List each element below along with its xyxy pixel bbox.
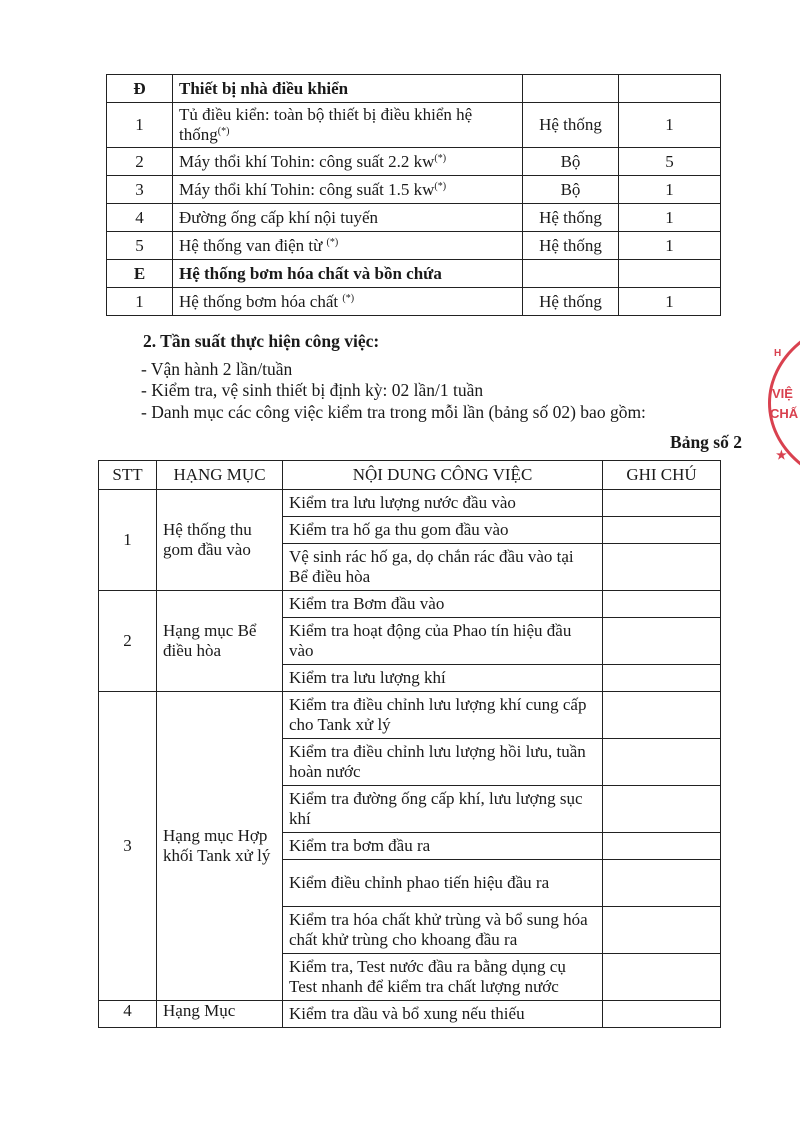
content-text: Máy thổi khí Tohin: công suất 1.5 kw (179, 179, 435, 199)
bullet-item: - Vận hành 2 lần/tuần (141, 359, 293, 379)
footnote-mark: (*) (342, 292, 355, 304)
stamp-ring (768, 318, 800, 488)
content-cell (173, 288, 523, 316)
stamp-text: CHẤ (770, 406, 799, 421)
footnote-mark: (*) (326, 236, 339, 248)
content-cell (173, 176, 523, 204)
note-cell (603, 786, 721, 833)
unit-cell: Bộ (523, 148, 619, 176)
stt-cell: 2 (99, 591, 157, 692)
table-caption: Bảng số 2 (670, 432, 742, 452)
note-cell (603, 833, 721, 860)
qty-cell (619, 260, 721, 288)
table-row (99, 1001, 721, 1028)
task-cell: Kiểm tra hố ga thu gom đầu vào (283, 517, 603, 544)
note-cell (603, 907, 721, 954)
content-text: Thiết bị nhà điều khiển (179, 78, 349, 98)
content-text: Hệ thống bơm hóa chất (179, 291, 343, 311)
content-text: Máy thổi khí Tohin: công suất 2.2 kw (179, 151, 435, 171)
header-content: NỘI DUNG CÔNG VIỆC (283, 461, 603, 490)
section-heading: 2. Tần suất thực hiện công việc: (143, 331, 380, 351)
section-row (107, 260, 721, 288)
stt-cell: E (107, 260, 173, 288)
unit-cell (523, 75, 619, 103)
task-cell: Kiểm tra bơm đầu ra (283, 833, 603, 860)
stt-cell: 4 (107, 204, 173, 232)
unit-cell: Hệ thống (523, 288, 619, 316)
task-cell: Kiểm tra lưu lượng khí (283, 665, 603, 692)
unit-cell (523, 260, 619, 288)
qty-cell: 1 (619, 204, 721, 232)
content-cell (173, 232, 523, 260)
task-cell: Kiểm tra Bơm đầu vào (283, 591, 603, 618)
content-text: Đường ống cấp khí nội tuyến (179, 207, 379, 227)
table-row (99, 692, 721, 739)
note-cell (603, 665, 721, 692)
category-cell: Hệ thống thu gom đầu vào (157, 490, 283, 591)
stt-cell: 1 (107, 288, 173, 316)
content-cell (173, 260, 523, 288)
task-cell: Kiểm tra lưu lượng nước đầu vào (283, 490, 603, 517)
qty-cell: 1 (619, 176, 721, 204)
equipment-row (107, 232, 721, 260)
header-category: HẠNG MỤC (157, 461, 283, 490)
stt-cell: 2 (107, 148, 173, 176)
table-header-row (99, 461, 721, 490)
task-cell: Kiểm tra, Test nước đầu ra bằng dụng cụ Test nhanh để kiểm tra chất lượng nước (283, 954, 603, 1001)
stt-cell: 4 (99, 1001, 157, 1028)
footnote-mark: (*) (217, 126, 230, 137)
bullet-item: - Danh mục các công việc kiểm tra trong mỗi lần (bảng số 02) bao gồm: (141, 402, 646, 422)
task-cell: Vệ sinh rác hố ga, dọ chắn rác đầu vào tại Bể điều hòa (283, 544, 603, 591)
task-cell: Kiểm tra đường ống cấp khí, lưu lượng sục khí (283, 786, 603, 833)
note-cell (603, 1001, 721, 1028)
note-cell (603, 954, 721, 1001)
task-cell: Kiểm tra hóa chất khử trùng và bổ sung hóa chất khử trùng cho khoang đầu ra (283, 907, 603, 954)
note-cell (603, 591, 721, 618)
equipment-row (107, 103, 721, 148)
qty-cell: 5 (619, 148, 721, 176)
category-cell: Hạng mục Bể điều hòa (157, 591, 283, 692)
stt-cell: 3 (99, 692, 157, 1001)
category-cell: Hạng Mục (157, 1001, 283, 1028)
footnote-mark: (*) (434, 180, 447, 192)
note-cell (603, 692, 721, 739)
red-stamp (766, 318, 800, 488)
task-cell: Kiểm tra dầu và bổ xung nếu thiếu (283, 1001, 603, 1028)
equipment-row (107, 176, 721, 204)
note-cell (603, 860, 721, 907)
content-cell (173, 204, 523, 232)
equipment-row (107, 148, 721, 176)
stamp-star: ★ (776, 448, 787, 462)
task-cell: Kiểm điều chỉnh phao tiến hiệu đầu ra (283, 860, 603, 907)
unit-cell: Hệ thống (523, 232, 619, 260)
section-row (107, 75, 721, 103)
task-cell: Kiểm tra điều chỉnh lưu lượng hồi lưu, tuần hoàn nước (283, 739, 603, 786)
qty-cell: 1 (619, 103, 721, 148)
task-table (98, 460, 721, 1028)
note-cell (603, 544, 721, 591)
header-note: GHI CHÚ (603, 461, 721, 490)
table-row (99, 490, 721, 517)
table-row (99, 591, 721, 618)
equipment-row (107, 288, 721, 316)
equipment-row (107, 204, 721, 232)
qty-cell (619, 75, 721, 103)
footnote-mark: (*) (434, 152, 447, 164)
stt-cell: 5 (107, 232, 173, 260)
task-cell: Kiểm tra điều chỉnh lưu lượng khí cung cấp cho Tank xử lý (283, 692, 603, 739)
unit-cell: Bộ (523, 176, 619, 204)
content-cell (173, 75, 523, 103)
unit-cell: Hệ thống (523, 103, 619, 148)
stamp-text: VIỆ (772, 386, 793, 401)
note-cell (603, 517, 721, 544)
header-stt: STT (99, 461, 157, 490)
content-text: Hệ thống bơm hóa chất và bồn chứa (179, 263, 442, 283)
content-text: Hệ thống van điện từ (179, 235, 327, 255)
unit-cell: Hệ thống (523, 204, 619, 232)
note-cell (603, 490, 721, 517)
qty-cell: 1 (619, 288, 721, 316)
stt-cell: 3 (107, 176, 173, 204)
qty-cell: 1 (619, 232, 721, 260)
content-cell (173, 103, 523, 148)
equipment-table (106, 74, 721, 316)
note-cell (603, 739, 721, 786)
content-text: Tủ điều kiển: toàn bộ thiết bị điều khiển hệ thống (179, 105, 473, 144)
stt-cell: Đ (107, 75, 173, 103)
bullet-item: - Kiểm tra, vệ sinh thiết bị định kỳ: 02 lần/1 tuần (141, 380, 484, 400)
content-cell (173, 148, 523, 176)
category-cell: Hạng mục Hợp khối Tank xử lý (157, 692, 283, 1001)
stamp-text: H (774, 348, 782, 359)
stt-cell: 1 (99, 490, 157, 591)
note-cell (603, 618, 721, 665)
stt-cell: 1 (107, 103, 173, 148)
task-cell: Kiểm tra hoạt động của Phao tín hiệu đầu vào (283, 618, 603, 665)
